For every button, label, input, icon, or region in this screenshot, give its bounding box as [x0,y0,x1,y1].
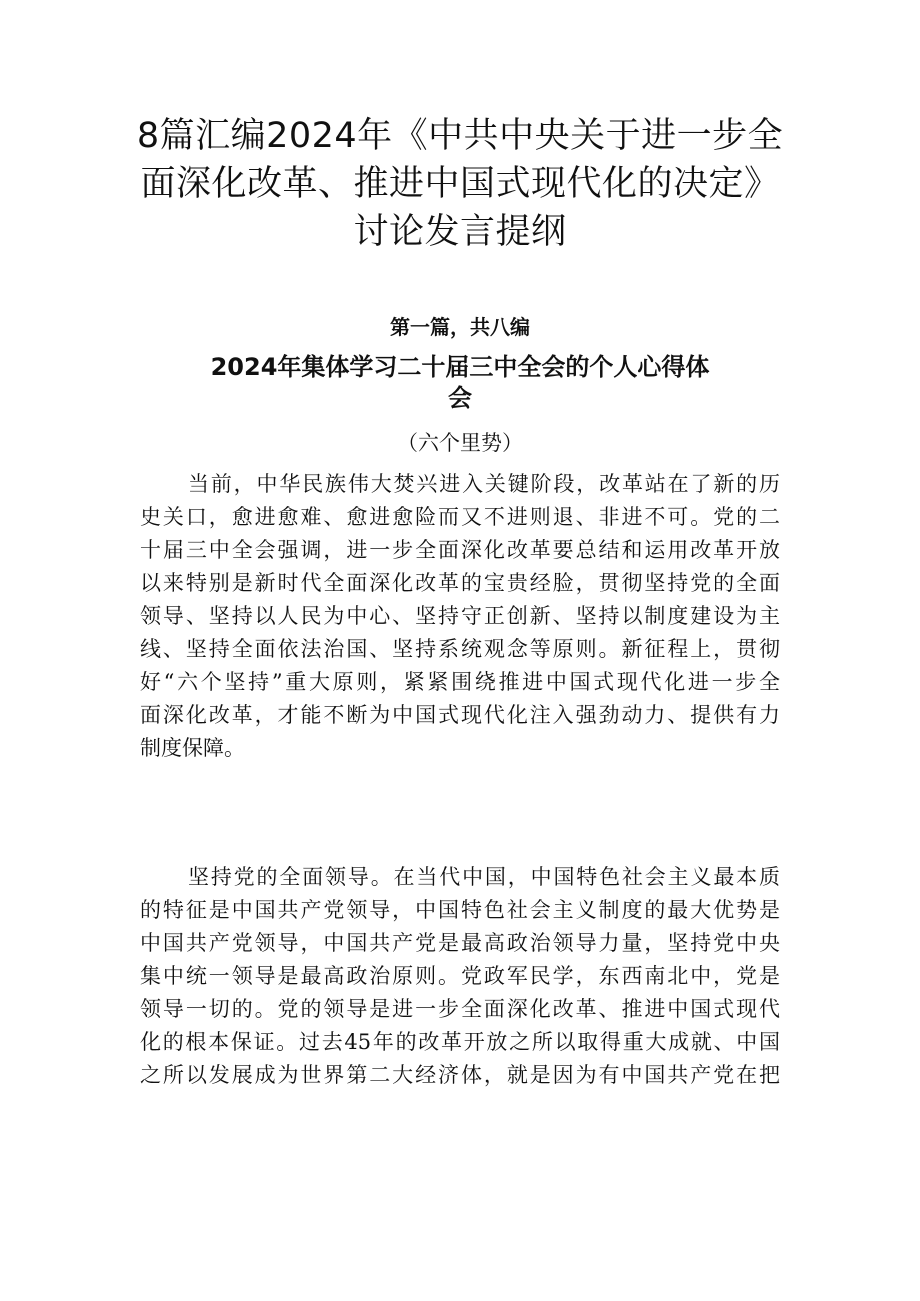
body-paragraph [140,861,780,1092]
article-title [180,352,740,414]
document-title-line: 面深化改革、推进中国式现代化的决定》 [140,164,780,204]
paragraph-line: 十届三中全会强调，进一步全面深化改革要总结和运用改革开放 [140,538,780,562]
paragraph-line: 以来特别是新时代全面深化改革的宝贵经脸，贯彻坚持党的全面 [140,571,780,595]
paragraph-line: 之所以发展成为世界第二大经济体，就是因为有中国共产党在把 [140,1063,780,1087]
paragraph-line: 化的根本保证。过去45年的改革开放之所以取得重大成就、中国 [140,1030,780,1054]
paragraph-line: 史关口，愈进愈难、愈进愈险而又不进则退、非进不可。党的二 [140,505,780,529]
paragraph-line: 当前，中华民族伟大焚兴进入关键阶段，改革站在了新的历 [188,472,780,496]
document-title-line: 8篇汇编2024年《中共中央关于进一步全 [136,116,784,156]
article-title-line: 会 [448,384,472,412]
article-title-line: 2024年集体学习二十届三中全会的个人心得体 [210,353,710,381]
paragraph-line: 中国共产党领导，中国共产党是最高政治领导力量，坚持党中央 [140,931,780,955]
paragraph-line: 坚持党的全面领导。在当代中国，中国特色社会主义最本质 [188,865,780,889]
paragraph-line: 制度保障。 [140,736,245,760]
article-subtitle: （六个里势） [397,431,523,455]
paragraph-line: 线、坚持全面依法治国、坚持系统观念等原则。新征程上，贯彻 [140,637,780,661]
body-paragraph [140,468,780,765]
paragraph-line: 领导、坚持以人民为中心、坚持守正创新、坚持以制度建设为主 [140,604,780,628]
paragraph-line: 领导一切的。党的领导是进一步全面深化改革、推进中国式现代 [140,997,780,1021]
paragraph-line: 的特征是中国共产党领导，中国特色社会主义制度的最大优势是 [140,898,780,922]
paragraph-line: 好“六个坚持”重大原则，紧紧围绕推进中国式现代化进一步全 [140,670,780,694]
paragraph-line: 面深化改革，才能不断为中国式现代化注入强劲动力、提供有力 [140,703,780,727]
part-label: 第一篇，共八编 [390,315,530,339]
document-title-line: 讨论发言提纲 [353,212,567,252]
paragraph-line: 集中统一领导是最高政治原则。党政军民学，东西南北中，党是 [140,964,780,988]
document-title [130,112,790,256]
